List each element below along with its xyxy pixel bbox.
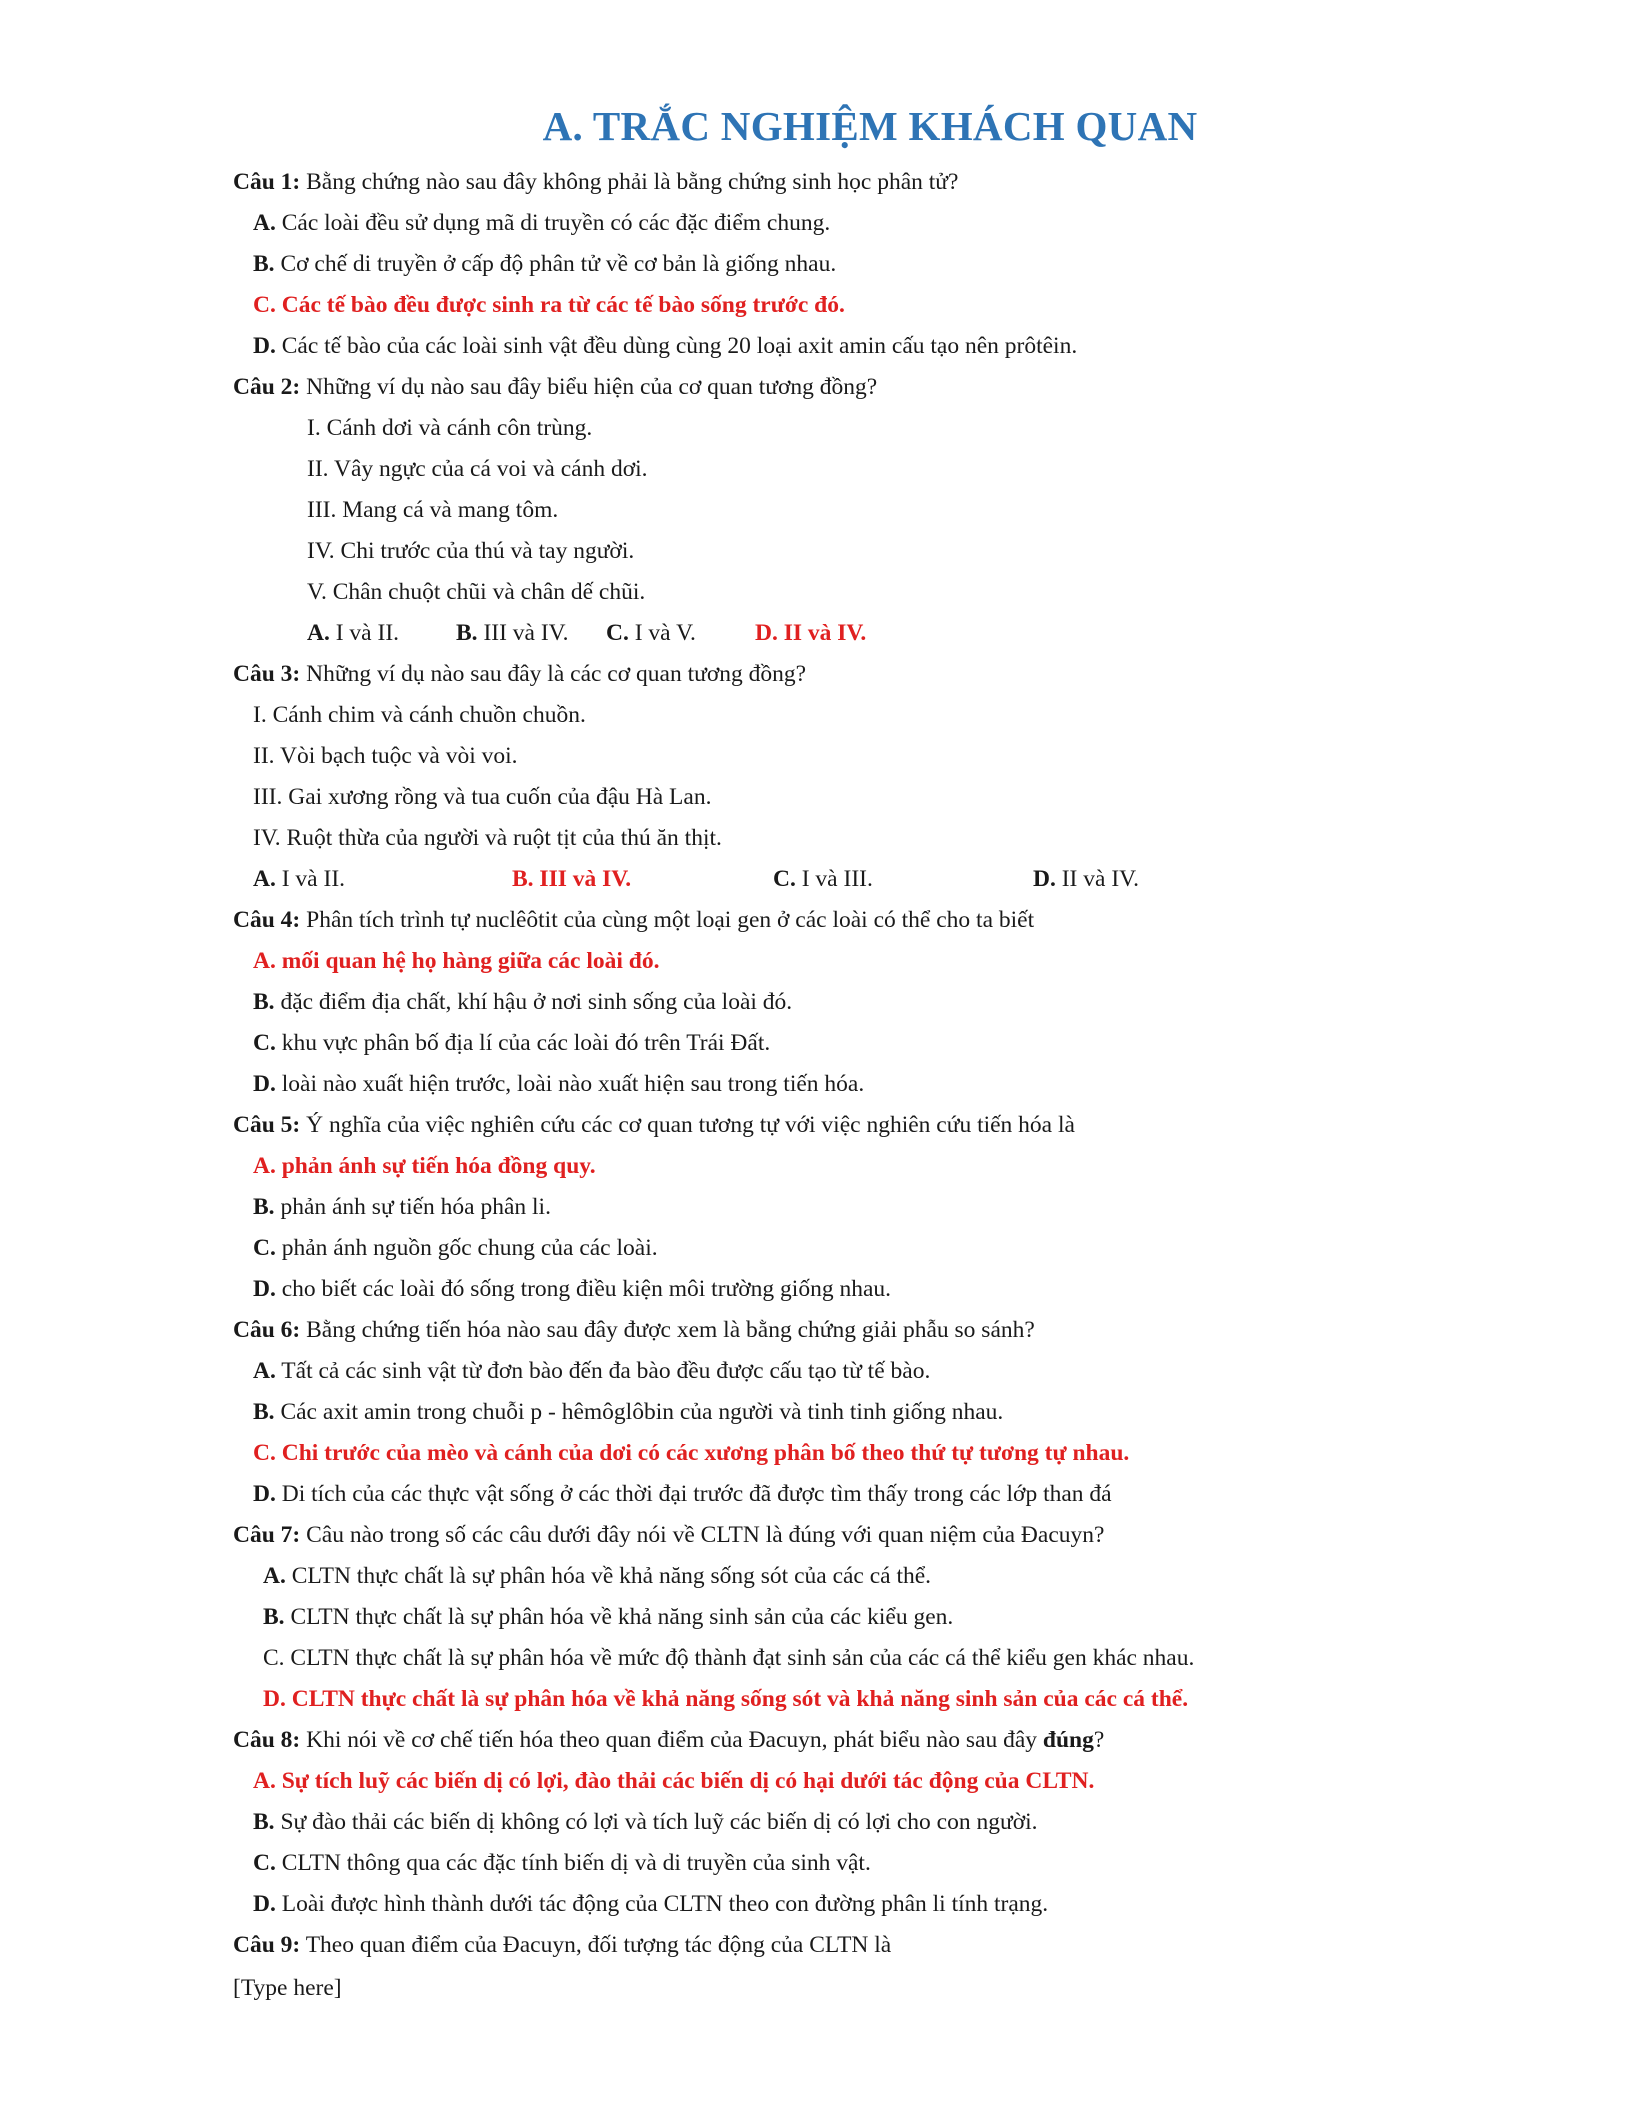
q1-option-b: [253, 250, 836, 278]
question-text: Câu nào trong số các câu dưới đây nói về CLTN là đúng với quan niệm của Đacuyn?: [300, 1522, 1105, 1548]
option-label: D.: [1033, 866, 1056, 892]
q2-option-c: [606, 619, 696, 647]
option-label: D.: [253, 1891, 276, 1917]
q7-option-d-correct: D. CLTN thực chất là sự phân hóa về khả năng sống sót và khả năng sinh sản của các cá thể.: [263, 1686, 1189, 1712]
question-2: [233, 373, 877, 401]
question-label: Câu 3:: [233, 661, 301, 687]
q3-item: IV. Ruột thừa của người và ruột tịt của thú ăn thịt.: [253, 825, 722, 851]
option-label: B.: [253, 1399, 275, 1425]
q5-option-c: [253, 1234, 658, 1262]
option-label: A.: [253, 1358, 276, 1384]
option-label: B.: [253, 989, 275, 1015]
q3-option-a: [253, 865, 345, 893]
q5-option-d: [253, 1275, 891, 1303]
q8-option-a-correct: A. Sự tích luỹ các biến dị có lợi, đào thải các biến dị có hại dưới tác động của CLTN.: [253, 1768, 1095, 1794]
question-3: [233, 660, 806, 688]
q8-option-c: [253, 1849, 871, 1877]
q2-item: IV. Chi trước của thú và tay người.: [307, 538, 635, 564]
option-label: D.: [253, 1071, 276, 1097]
option-text: Loài được hình thành dưới tác động của CLTN theo con đường phân li tính trạng.: [275, 1891, 1049, 1917]
q5-option-a-correct: A. phản ánh sự tiến hóa đồng quy.: [253, 1153, 596, 1179]
q6-option-a: [253, 1357, 930, 1385]
question-text: Bằng chứng nào sau đây không phải là bằng chứng sinh học phân tử?: [300, 169, 959, 195]
q3-option-d: [1033, 865, 1139, 893]
option-text: Tất cả các sinh vật từ đơn bào đến đa bào đều được cấu tạo từ tế bào.: [275, 1358, 931, 1384]
option-label: A.: [263, 1563, 286, 1589]
question-emphasis: đúng: [1042, 1727, 1094, 1753]
question-label: Câu 8:: [233, 1727, 301, 1753]
question-text: Ý nghĩa của việc nghiên cứu các cơ quan tương tự với việc nghiên cứu tiến hóa là: [300, 1112, 1075, 1138]
question-1: [233, 168, 958, 196]
q6-option-b: [253, 1398, 1003, 1426]
question-label: Câu 6:: [233, 1317, 301, 1343]
option-label: B.: [253, 251, 275, 277]
option-text: I và III.: [795, 866, 873, 892]
q4-option-a-correct: A. mối quan hệ họ hàng giữa các loài đó.: [253, 948, 660, 974]
q4-option-d: [253, 1070, 864, 1098]
option-text: CLTN thông qua các đặc tính biến dị và di truyền của sinh vật.: [275, 1850, 871, 1876]
q2-option-a: [307, 619, 399, 647]
question-label: Câu 7:: [233, 1522, 301, 1548]
option-text: loài nào xuất hiện trước, loài nào xuất hiện sau trong tiến hóa.: [275, 1071, 865, 1097]
q6-option-c-correct: C. Chi trước của mèo và cánh của dơi có các xương phân bố theo thứ tự tương tự nhau.: [253, 1440, 1130, 1466]
option-text: đặc điểm địa chất, khí hậu ở nơi sinh sống của loài đó.: [274, 989, 793, 1015]
q3-option-c: [773, 865, 873, 893]
q2-item: V. Chân chuột chũi và chân dế chũi.: [307, 579, 646, 605]
option-label: B.: [456, 620, 478, 646]
question-9: [233, 1931, 891, 1959]
q4-option-b: [253, 988, 792, 1016]
question-4: [233, 906, 1034, 934]
question-text: Theo quan điểm của Đacuyn, đối tượng tác động của CLTN là: [300, 1932, 892, 1958]
option-text: Các axit amin trong chuỗi p - hêmôglôbin của người và tinh tinh giống nhau.: [274, 1399, 1004, 1425]
question-text: Bằng chứng tiến hóa nào sau đây được xem là bằng chứng giải phẫu so sánh?: [300, 1317, 1035, 1343]
option-text: Cơ chế di truyền ở cấp độ phân tử về cơ bản là giống nhau.: [274, 251, 837, 277]
question-text: Khi nói về cơ chế tiến hóa theo quan điểm của Đacuyn, phát biểu nào sau đây: [300, 1727, 1043, 1753]
question-label: Câu 4:: [233, 907, 301, 933]
option-label: D.: [253, 1276, 276, 1302]
question-text: Những ví dụ nào sau đây biểu hiện của cơ quan tương đồng?: [300, 374, 878, 400]
option-text: I và V.: [628, 620, 696, 646]
q2-item: II. Vây ngực của cá voi và cánh dơi.: [307, 456, 648, 482]
option-label: D.: [253, 1481, 276, 1507]
q4-option-c: [253, 1029, 770, 1057]
option-label: A.: [253, 866, 276, 892]
question-8: [233, 1726, 1104, 1754]
option-label: C.: [253, 1850, 276, 1876]
option-text: phản ánh nguồn gốc chung của các loài.: [275, 1235, 658, 1261]
option-text: Di tích của các thực vật sống ở các thời đại trước đã được tìm thấy trong các lớp than đá: [275, 1481, 1112, 1507]
option-text: Các tế bào của các loài sinh vật đều dùng cùng 20 loại axit amin cấu tạo nên prôtêin.: [275, 333, 1078, 359]
q7-option-c: C. CLTN thực chất là sự phân hóa về mức độ thành đạt sinh sản của các cá thể kiểu gen khác nhau.: [263, 1645, 1195, 1671]
q2-item: I. Cánh dơi và cánh côn trùng.: [307, 415, 593, 441]
page-title: A. TRẮC NGHIỆM KHÁCH QUAN: [542, 103, 1198, 149]
option-label: C.: [773, 866, 796, 892]
q5-option-b: [253, 1193, 551, 1221]
q7-option-a: [263, 1562, 931, 1590]
option-label: B.: [253, 1809, 275, 1835]
question-label: Câu 5:: [233, 1112, 301, 1138]
option-label: C.: [606, 620, 629, 646]
option-label: C.: [253, 1030, 276, 1056]
q3-item: II. Vòi bạch tuộc và vòi voi.: [253, 743, 518, 769]
q3-option-b-correct: B. III và IV.: [512, 866, 632, 892]
question-5: [233, 1111, 1075, 1139]
q2-option-b: [456, 619, 569, 647]
question-text: Phân tích trình tự nuclêôtit của cùng một loại gen ở các loài có thể cho ta biết: [300, 907, 1035, 933]
question-label: Câu 2:: [233, 374, 301, 400]
option-text: Sự đào thải các biến dị không có lợi và tích luỹ các biến dị có lợi cho con người.: [274, 1809, 1038, 1835]
question-text-end: ?: [1093, 1727, 1105, 1753]
q1-option-a: [253, 209, 830, 237]
q6-option-d: [253, 1480, 1112, 1508]
option-text: khu vực phân bố địa lí của các loài đó trên Trái Đất.: [275, 1030, 771, 1056]
question-6: [233, 1316, 1035, 1344]
q3-item: I. Cánh chim và cánh chuồn chuồn.: [253, 702, 586, 728]
q8-option-b: [253, 1808, 1038, 1836]
question-label: Câu 1:: [233, 169, 301, 195]
option-text: II và IV.: [1055, 866, 1139, 892]
q7-option-b: [263, 1603, 953, 1631]
q2-item: III. Mang cá và mang tôm.: [307, 497, 559, 523]
option-text: cho biết các loài đó sống trong điều kiện môi trường giống nhau.: [275, 1276, 892, 1302]
q2-option-d-correct: D. II và IV.: [755, 620, 867, 646]
option-text: I và II.: [329, 620, 400, 646]
option-label: A.: [307, 620, 330, 646]
q8-option-d: [253, 1890, 1048, 1918]
option-text: Các loài đều sử dụng mã di truyền có các đặc điểm chung.: [275, 210, 831, 236]
option-text: III và IV.: [477, 620, 569, 646]
option-label: C.: [253, 1235, 276, 1261]
option-label: B.: [253, 1194, 275, 1220]
q1-option-d: [253, 332, 1077, 360]
option-text: I và II.: [275, 866, 346, 892]
question-label: Câu 9:: [233, 1932, 301, 1958]
option-label: D.: [253, 333, 276, 359]
option-text: CLTN thực chất là sự phân hóa về khả năng sinh sản của các kiểu gen.: [284, 1604, 954, 1630]
footer-placeholder[interactable]: [Type here]: [233, 1975, 342, 2001]
question-7: [233, 1521, 1104, 1549]
option-text: CLTN thực chất là sự phân hóa về khả năng sống sót của các cá thể.: [285, 1563, 932, 1589]
option-label: B.: [263, 1604, 285, 1630]
option-text: phản ánh sự tiến hóa phân li.: [274, 1194, 551, 1220]
question-text: Những ví dụ nào sau đây là các cơ quan tương đồng?: [300, 661, 807, 687]
q3-item: III. Gai xương rồng và tua cuốn của đậu Hà Lan.: [253, 784, 712, 810]
q1-option-c-correct: C. Các tế bào đều được sinh ra từ các tế bào sống trước đó.: [253, 292, 845, 318]
option-label: A.: [253, 210, 276, 236]
